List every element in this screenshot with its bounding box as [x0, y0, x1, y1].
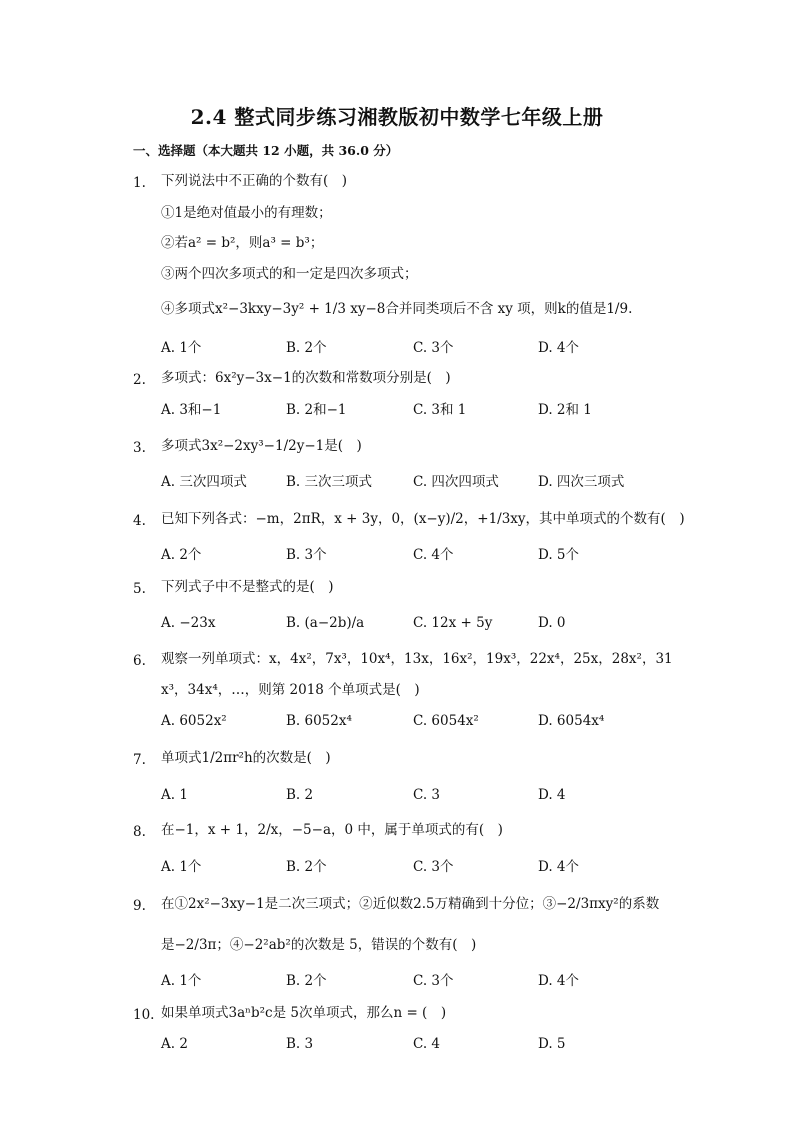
question-stem: 在①2x²−3xy−1是二次三项式；②近似数2.5万精确到十分位；③−2/3πxy²的系数	[161, 896, 660, 912]
question-number: 1.	[133, 175, 146, 191]
option-c[interactable]: C. 3个	[413, 973, 454, 989]
statement-item: ④多项式x²−3kxy−3y² + 1/3 xy−8合并同类项后不含 xy 项，则k的值是1/9.	[161, 301, 633, 317]
option-d[interactable]: D. 5	[538, 1036, 566, 1052]
option-b[interactable]: B. 2个	[286, 340, 327, 356]
option-d[interactable]: D. 6054x⁴	[538, 713, 605, 729]
section-heading: 一、选择题（本大题共 12 小题，共 36.0 分）	[133, 143, 399, 158]
option-a[interactable]: A. 1个	[161, 340, 202, 356]
option-c[interactable]: C. 3	[413, 787, 441, 803]
option-a[interactable]: A. 1个	[161, 973, 202, 989]
option-b[interactable]: B. 6052x⁴	[286, 713, 352, 729]
option-d[interactable]: D. 四次三项式	[538, 474, 625, 490]
option-b[interactable]: B. 3	[286, 1036, 314, 1052]
option-c[interactable]: C. 12x + 5y	[413, 615, 493, 631]
question-number: 4.	[133, 513, 146, 529]
question-number: 9.	[133, 898, 146, 914]
option-b[interactable]: B. (a−2b)/a	[286, 615, 365, 631]
option-a[interactable]: A. 2个	[161, 547, 202, 563]
question-stem: 在−1，x + 1，2/x，−5−a，0 中，属于单项式的有( )	[161, 822, 503, 838]
option-a[interactable]: A. 3和−1	[161, 402, 222, 418]
question-stem: 下列说法中不正确的个数有( )	[161, 173, 348, 189]
option-b[interactable]: B. 2个	[286, 973, 327, 989]
option-c[interactable]: C. 四次四项式	[413, 474, 499, 490]
option-b[interactable]: B. 2和−1	[286, 402, 347, 418]
statement-item: ③两个四次多项式的和一定是四次多项式；	[161, 266, 418, 282]
question-stem: 下列式子中不是整式的是( )	[161, 579, 334, 595]
option-a[interactable]: A. 1	[161, 787, 188, 803]
question-number: 5.	[133, 581, 146, 597]
question-stem-continued: 是−2/3π；④−2²ab²的次数是 5，错误的个数有( )	[161, 937, 477, 953]
option-b[interactable]: B. 3个	[286, 547, 327, 563]
question-number: 3.	[133, 440, 146, 456]
option-c[interactable]: C. 6054x²	[413, 713, 479, 729]
question-number: 7.	[133, 752, 146, 768]
option-a[interactable]: A. 2	[161, 1036, 188, 1052]
option-b[interactable]: B. 2	[286, 787, 314, 803]
option-d[interactable]: D. 0	[538, 615, 566, 631]
option-a[interactable]: A. −23x	[161, 615, 216, 631]
option-d[interactable]: D. 4个	[538, 340, 580, 356]
option-c[interactable]: C. 3和 1	[413, 402, 467, 418]
question-number: 2.	[133, 372, 146, 388]
question-stem: 已知下列各式：−m，2πR，x + 3y，0，(x−y)/2，+1/3xy，其中单项式的个数有( )	[161, 511, 685, 527]
option-d[interactable]: D. 5个	[538, 547, 580, 563]
question-stem-continued: x³，34x⁴，…，则第 2018 个单项式是( )	[161, 682, 420, 698]
option-a[interactable]: A. 1个	[161, 859, 202, 875]
option-a[interactable]: A. 三次四项式	[161, 474, 247, 490]
question-number: 6.	[133, 653, 146, 669]
question-stem: 多项式3x²−2xy³−1/2y−1是( )	[161, 438, 362, 454]
option-d[interactable]: D. 4	[538, 787, 566, 803]
option-b[interactable]: B. 2个	[286, 859, 327, 875]
option-c[interactable]: C. 3个	[413, 340, 454, 356]
question-stem: 观察一列单项式：x，4x²，7x³，10x⁴，13x，16x²，19x³，22x⁴，25x，28x²，31	[161, 651, 673, 667]
question-number: 8.	[133, 824, 146, 840]
option-b[interactable]: B. 三次三项式	[286, 474, 373, 490]
statement-item: ①1是绝对值最小的有理数；	[161, 205, 332, 221]
option-a[interactable]: A. 6052x²	[161, 713, 227, 729]
statement-item: ②若a² = b²，则a³ = b³；	[161, 235, 324, 251]
option-d[interactable]: D. 2和 1	[538, 402, 592, 418]
question-number: 10.	[133, 1007, 155, 1023]
option-d[interactable]: D. 4个	[538, 859, 580, 875]
option-c[interactable]: C. 3个	[413, 859, 454, 875]
option-d[interactable]: D. 4个	[538, 973, 580, 989]
page-title: 2.4 整式同步练习湘教版初中数学七年级上册	[190, 105, 604, 129]
question-stem: 多项式：6x²y−3x−1的次数和常数项分别是( )	[161, 370, 451, 386]
option-c[interactable]: C. 4	[413, 1036, 441, 1052]
option-c[interactable]: C. 4个	[413, 547, 454, 563]
question-stem: 单项式1/2πr²h的次数是( )	[161, 750, 331, 766]
question-stem: 如果单项式3aⁿb²c是 5次单项式，那么n = ( )	[161, 1005, 447, 1021]
